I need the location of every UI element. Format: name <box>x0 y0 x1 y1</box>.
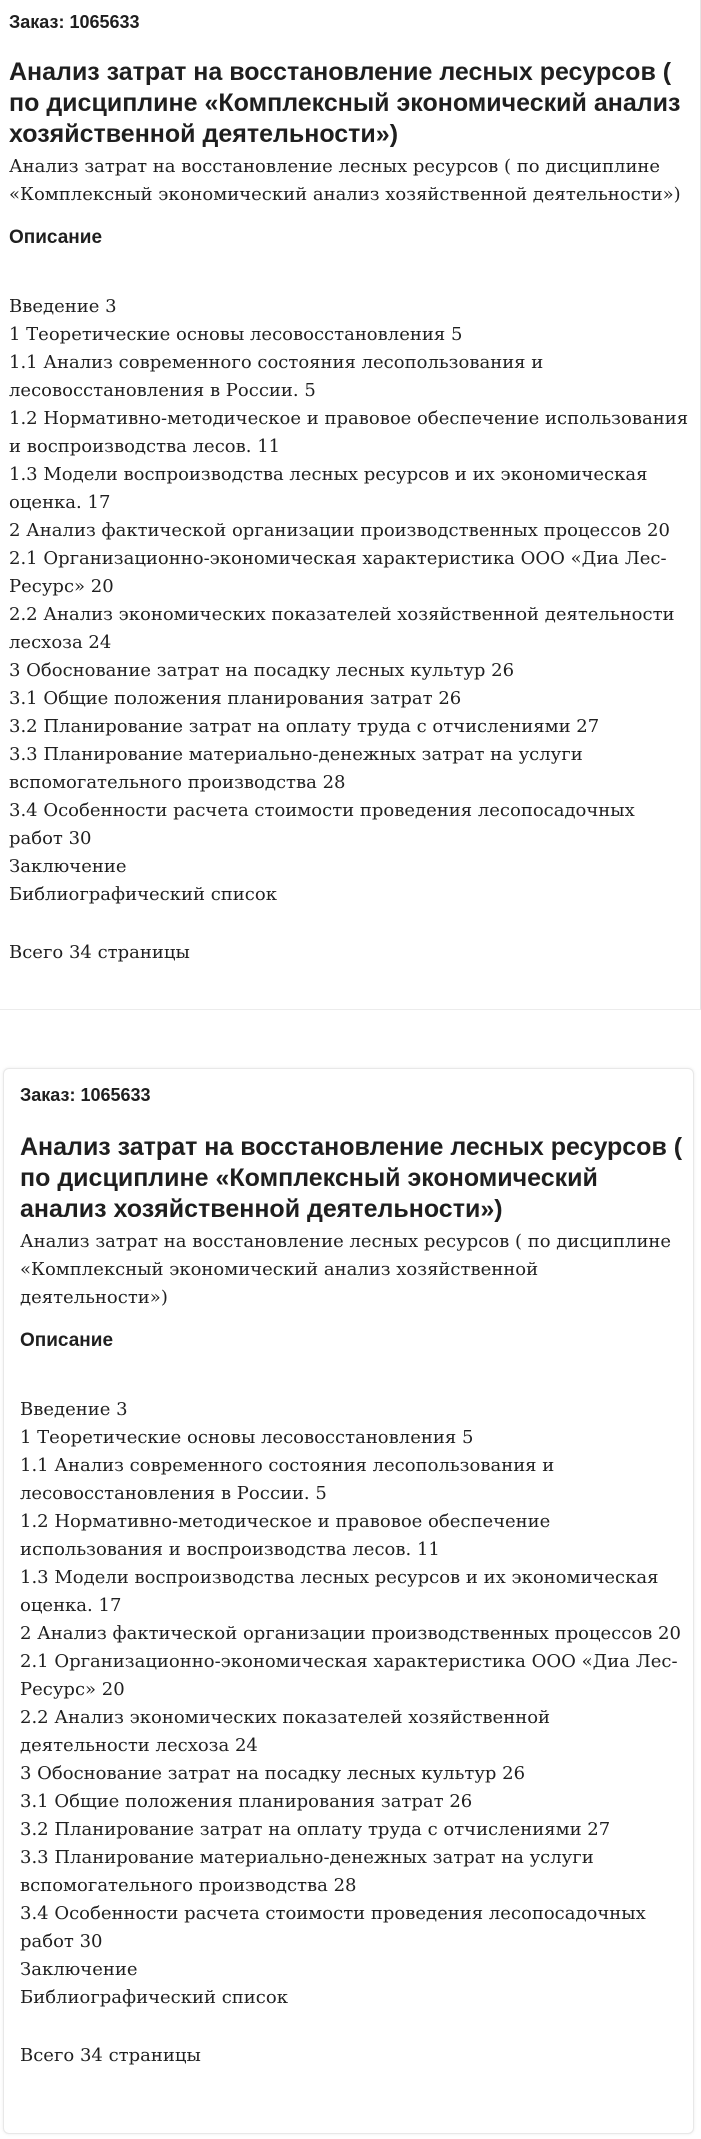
toc-item: 2.2 Анализ экономических показателей хозяйственной деятельности лесхоза 24 <box>9 604 675 653</box>
toc-item: 3.3 Планирование материально-денежных затрат на услуги вспомогательного производства 28 <box>9 744 583 793</box>
toc-item: Библиографический список <box>9 884 277 905</box>
page-title: Анализ затрат на восстановление лесных ресурсов ( по дисциплине «Комплексный экономический анализ хозяйственной деятельности») <box>20 1133 683 1223</box>
toc-item: 2.1 Организационно-экономическая характеристика ООО «Диа Лес-Ресурс» 20 <box>9 548 667 597</box>
toc-item: Заключение <box>9 856 127 877</box>
toc-item: 1.3 Модели воспроизводства лесных ресурсов и их экономическая оценка. 17 <box>20 1567 659 1616</box>
toc-item: 1 Теоретические основы лесовосстановления 5 <box>9 324 463 345</box>
page-title: Анализ затрат на восстановление лесных ресурсов ( по дисциплине «Комплексный экономический анализ хозяйственной деятельности») <box>9 58 681 148</box>
description-heading: Описание <box>9 227 103 248</box>
total-pages: Всего 34 страницы <box>20 2045 201 2066</box>
order-number: Заказ: 1065633 <box>20 1085 151 1105</box>
toc-item: 1.2 Нормативно-методическое и правовое обеспечение использования и воспроизводства лесов. 11 <box>20 1511 551 1560</box>
toc-item: 2 Анализ фактической организации производственных процессов 20 <box>20 1623 681 1644</box>
toc-item: 3.2 Планирование затрат на оплату труда с отчислениями 27 <box>9 716 600 737</box>
table-of-contents <box>20 1396 684 2012</box>
toc-item: Заключение <box>20 1959 138 1980</box>
toc-item: 3.2 Планирование затрат на оплату труда с отчислениями 27 <box>20 1819 611 1840</box>
description-heading: Описание <box>20 1330 114 1351</box>
toc-item: Введение 3 <box>20 1399 128 1420</box>
product-card-primary <box>0 0 701 1010</box>
toc-item: Введение 3 <box>9 296 117 317</box>
total-pages: Всего 34 страницы <box>9 942 190 963</box>
toc-item: 2.2 Анализ экономических показателей хозяйственной деятельности лесхоза 24 <box>20 1707 551 1756</box>
toc-item: 1 Теоретические основы лесовосстановления 5 <box>20 1427 474 1448</box>
product-card-duplicate <box>3 1068 694 2134</box>
order-number: Заказ: 1065633 <box>9 12 140 32</box>
toc-item: 3.1 Общие положения планирования затрат 26 <box>20 1791 473 1812</box>
subtitle: Анализ затрат на восстановление лесных ресурсов ( по дисциплине «Комплексный экономический анализ хозяйственной деятельности») <box>20 1231 672 1308</box>
toc-item: 1.3 Модели воспроизводства лесных ресурсов и их экономическая оценка. 17 <box>9 464 648 513</box>
table-of-contents <box>9 293 691 909</box>
toc-item: 3.3 Планирование материально-денежных затрат на услуги вспомогательного производства 28 <box>20 1847 594 1896</box>
toc-item: 3.4 Особенности расчета стоимости проведения лесопосадочных работ 30 <box>9 800 635 849</box>
toc-item: 3 Обоснование затрат на посадку лесных культур 26 <box>9 660 515 681</box>
toc-item: 1.1 Анализ современного состояния лесопользования и лесовосстановления в России. 5 <box>20 1455 555 1504</box>
toc-item: 3.1 Общие положения планирования затрат 26 <box>9 688 462 709</box>
toc-item: 3.4 Особенности расчета стоимости проведения лесопосадочных работ 30 <box>20 1903 646 1952</box>
toc-item: 2 Анализ фактической организации производственных процессов 20 <box>9 520 670 541</box>
toc-item: 2.1 Организационно-экономическая характеристика ООО «Диа Лес-Ресурс» 20 <box>20 1651 678 1700</box>
toc-item: 1.1 Анализ современного состояния лесопользования и лесовосстановления в России. 5 <box>9 352 544 401</box>
toc-item: 3 Обоснование затрат на посадку лесных культур 26 <box>20 1763 526 1784</box>
toc-item: Библиографический список <box>20 1987 288 2008</box>
toc-item: 1.2 Нормативно-методическое и правовое обеспечение использования и воспроизводства лесов. 11 <box>9 408 689 457</box>
subtitle: Анализ затрат на восстановление лесных ресурсов ( по дисциплине «Комплексный экономический анализ хозяйственной деятельности») <box>9 156 681 205</box>
